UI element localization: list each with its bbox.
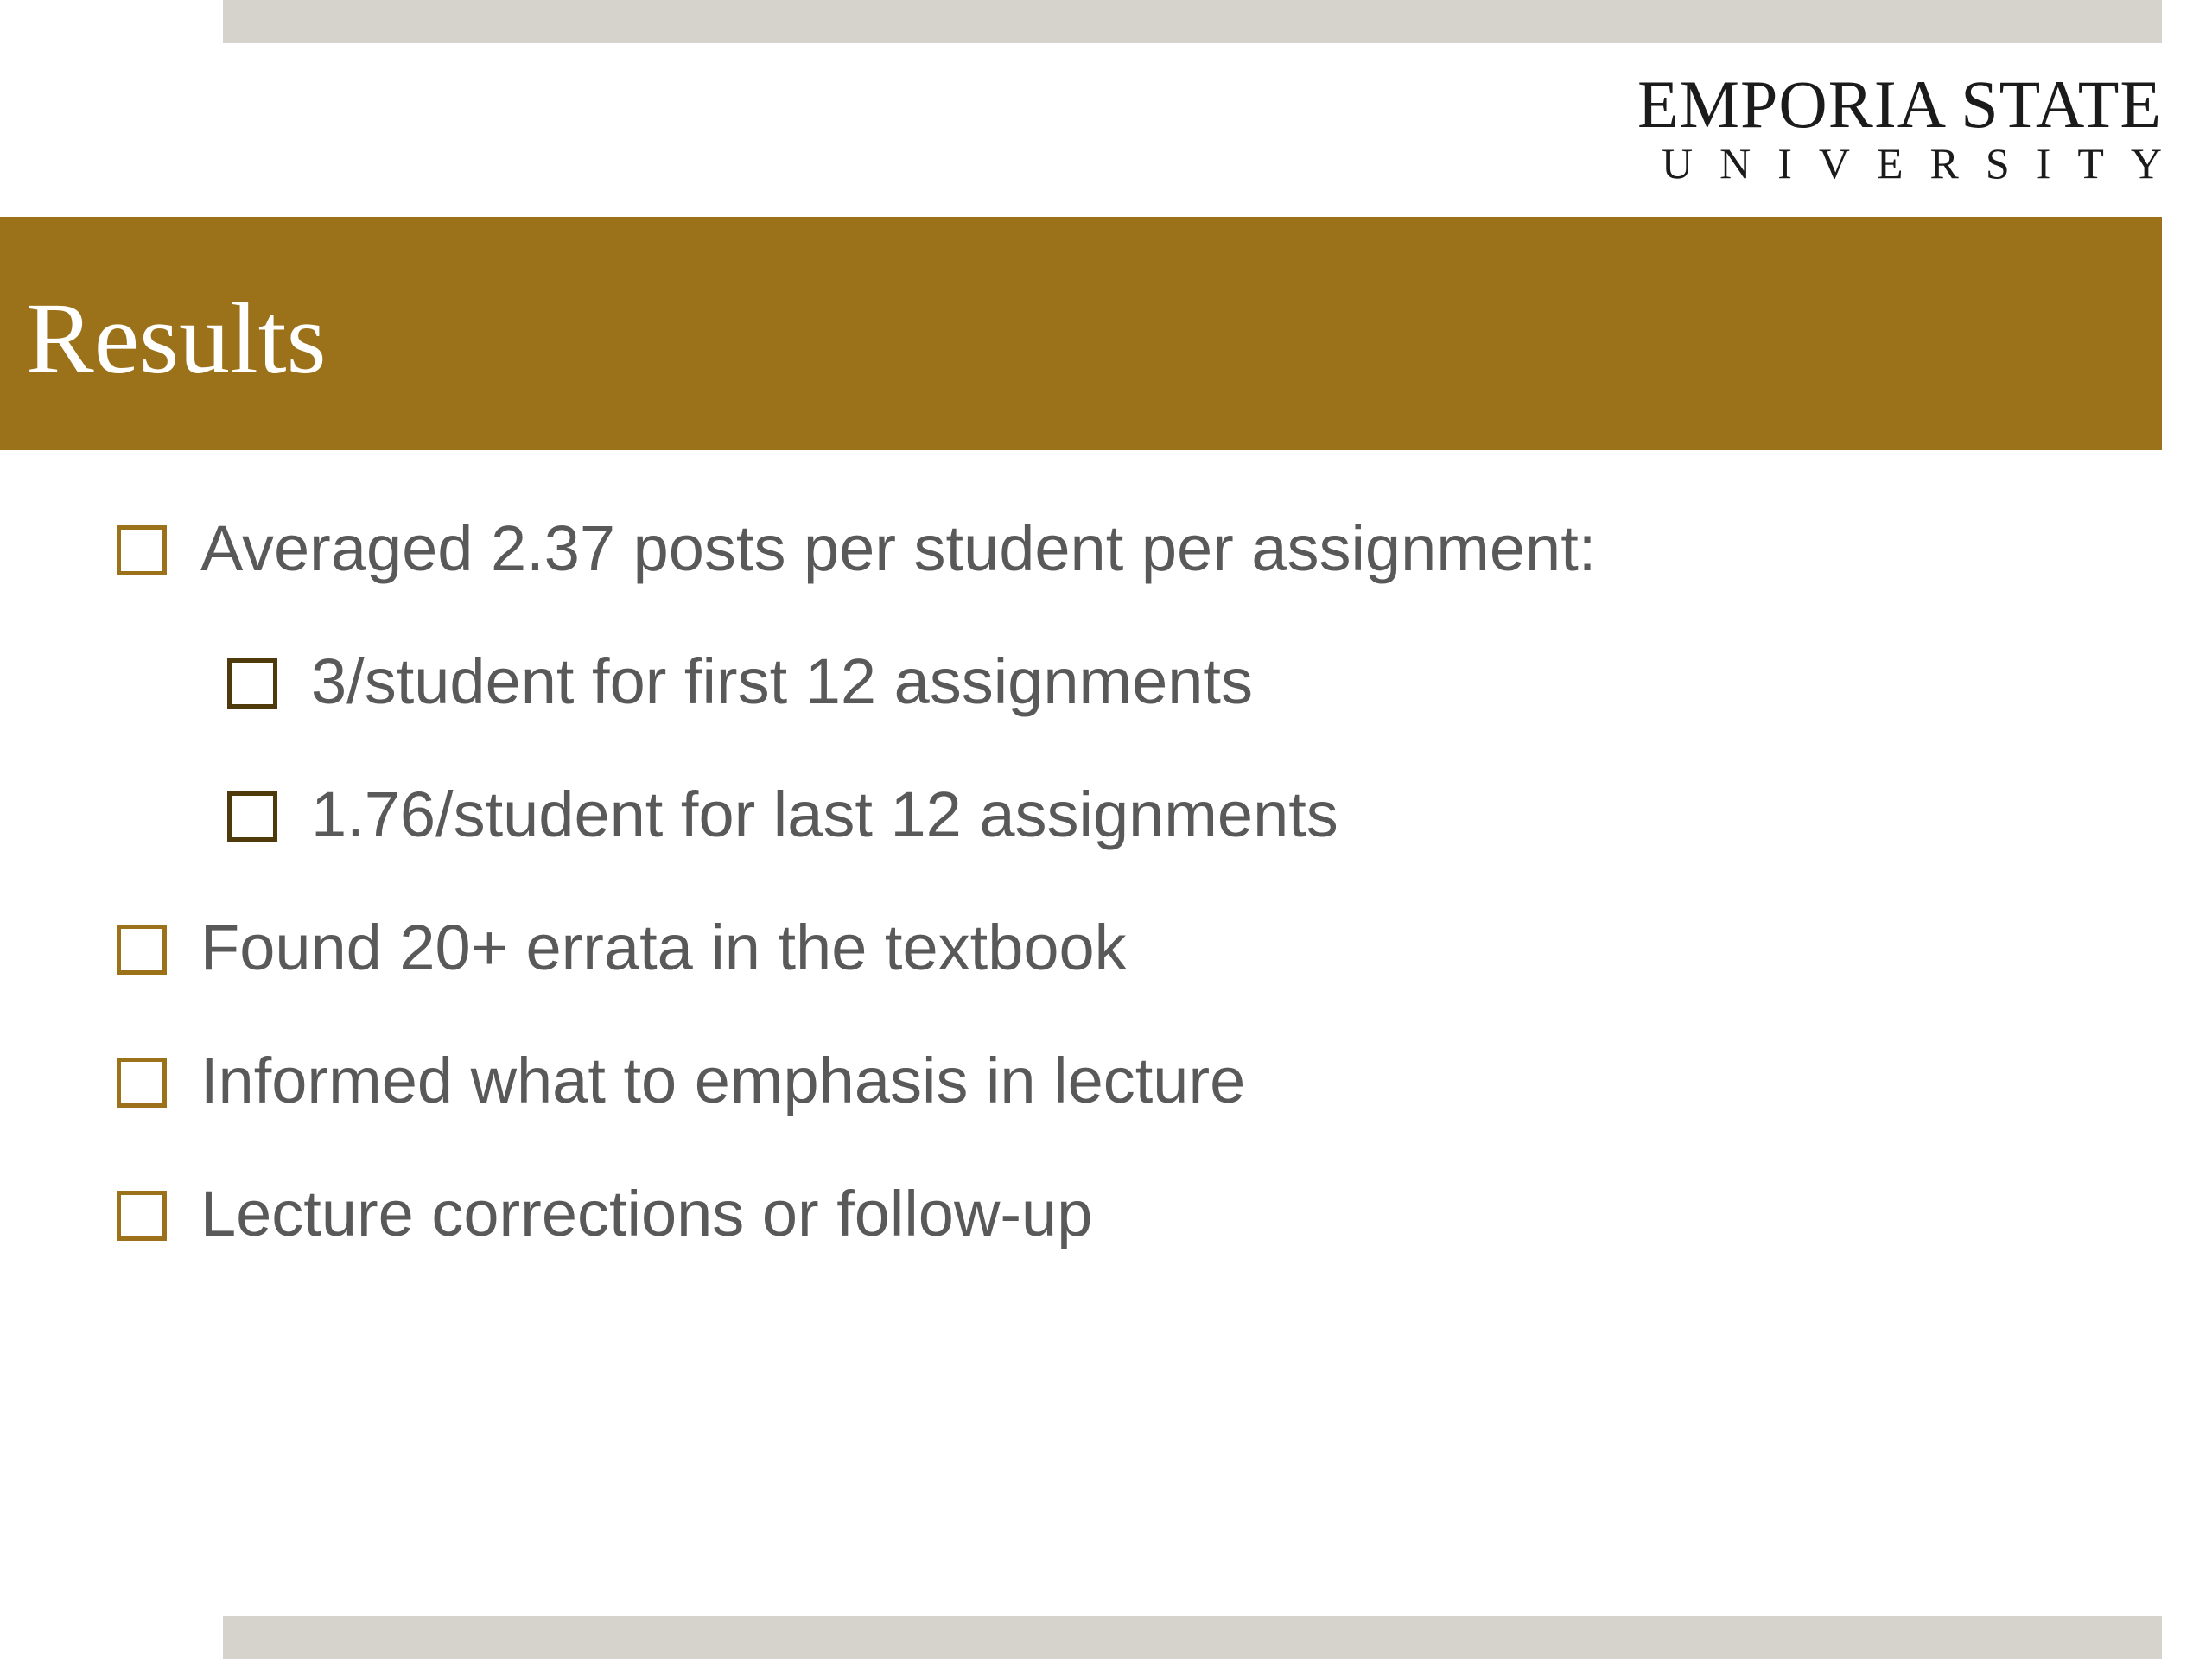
bullet-text: Averaged 2.37 posts per student per assignment: [200,512,1597,584]
square-bullet-icon [117,1191,167,1241]
bullet-list [0,501,2162,1300]
sub-bullet-text: 3/student for first 12 assignments [311,645,1253,717]
university-logo [1557,67,2189,188]
logo-line-emporia-state: EMPORIA STATE [1637,67,2162,142]
square-bullet-icon [227,658,277,709]
sub-bullet-item [0,767,2162,900]
bullet-item [0,900,2162,1033]
bullet-item [0,1033,2162,1166]
square-bullet-icon [227,791,277,842]
bottom-decorative-band [223,1616,2162,1659]
bullet-text: Lecture corrections or follow-up [200,1178,1093,1249]
square-bullet-icon [117,925,167,975]
square-bullet-icon [117,1058,167,1108]
title-bar [0,217,2162,450]
bullet-item [0,501,2162,634]
sub-bullet-item [0,634,2162,767]
bullet-item [0,1166,2162,1300]
bullet-text: Informed what to emphasis in lecture [200,1045,1246,1116]
logo-line-university: UNIVERSITY [1662,139,2189,188]
square-bullet-icon [117,525,167,575]
bullet-text: Found 20+ errata in the textbook [200,912,1127,983]
slide-title: Results [26,282,327,395]
top-decorative-band [223,0,2162,43]
sub-bullet-text: 1.76/student for last 12 assignments [311,779,1338,850]
